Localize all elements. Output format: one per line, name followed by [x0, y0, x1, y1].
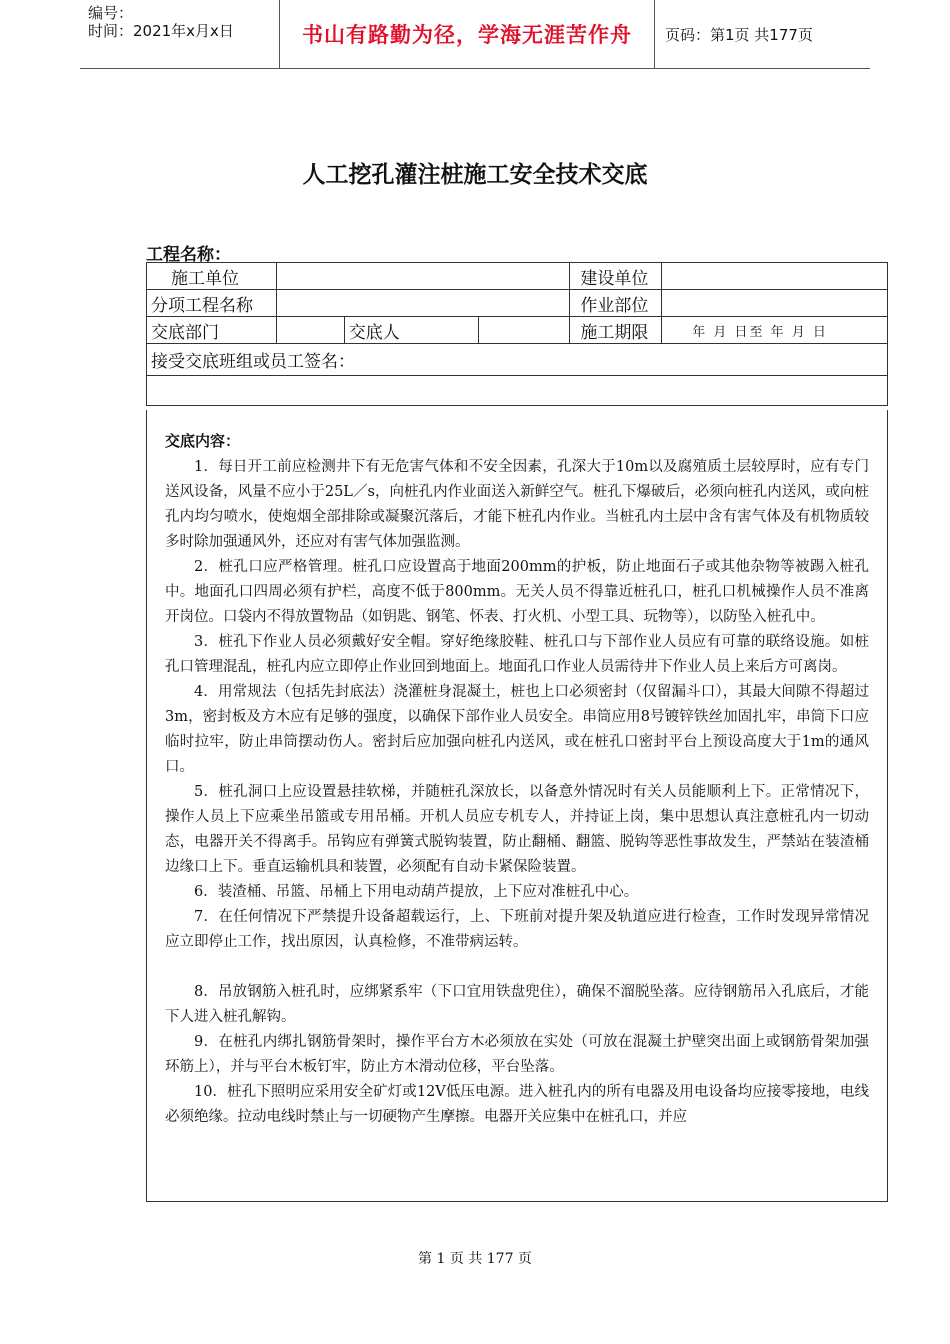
header-page-info: 页码：第1页 共177页 [665, 25, 813, 44]
table-row [147, 263, 888, 290]
content-box [146, 410, 888, 1202]
construction-unit-label: 施工单位 [147, 263, 277, 290]
time-label: 时间：2021年x月x日 [88, 22, 234, 40]
content-paragraph: 5．桩孔洞口上应设置悬挂软梯，并随桩孔深放长，以备意外情况时有关人员能顺利上下。正常情况下，操作人员上下应乘坐吊篮或专用吊桶。开机人员应专机专人，并持证上岗，集中思想认真注意桩孔内一切动态，电器开关不得离手。吊钩应有弹簧式脱钩装置，防止翻桶、翻篮、脱钩等恶性事故发生，严禁站在装渣桶边缘口上下。垂直运输机具和装置，必须配有自动卡紧保险装置。 [165, 784, 869, 875]
work-location-value[interactable] [662, 290, 888, 317]
handover-dept-label: 交底部门 [147, 317, 277, 344]
table-row [147, 344, 888, 376]
content-paragraph: 2．桩孔口应严格管理。桩孔口应设置高于地面200mm的护板，防止地面石子或其他杂物等被踢入桩孔中。地面孔口四周必须有护栏，高度不低于800mm。无关人员不得靠近桩孔口，桩孔口机械操作人员不准离开岗位。口袋内不得放置物品（如钥匙、钢笔、怀表、打火机、小型工具、玩物等），以防坠入桩孔中。 [165, 559, 869, 625]
table-row [147, 317, 888, 344]
handover-dept-value[interactable] [276, 317, 344, 344]
content-paragraph: 6．装渣桶、吊篮、吊桶上下用电动葫芦提放，上下应对准桩孔中心。 [194, 884, 639, 900]
sub-project-value[interactable] [276, 290, 570, 317]
content-paragraph: 7．在任何情况下严禁提升设备超载运行，上、下班前对提升架及轨道应进行检查，工作时发现异常情况应立即停止工作，找出原因，认真检修，不准带病运转。 [165, 909, 869, 950]
content-heading: 交底内容： [165, 432, 241, 450]
content-paragraph: 3．桩孔下作业人员必须戴好安全帽。穿好绝缘胶鞋、桩孔口与下部作业人员应有可靠的联络设施。如桩孔口管理混乱，桩孔内应立即停止作业回到地面上。地面孔口作业人员需待井下作业人员上来后方可离岗。 [165, 634, 869, 675]
table-row [147, 376, 888, 406]
work-location-label: 作业部位 [570, 290, 662, 317]
handover-person-value[interactable] [478, 317, 570, 344]
page-header [80, 0, 870, 69]
signature-value[interactable] [147, 376, 888, 406]
document-title: 人工挖孔灌注桩施工安全技术交底 [302, 162, 648, 188]
number-label: 编号： [88, 4, 134, 22]
content-paragraph: 1．每日开工前应检测井下有无危害气体和不安全因素，孔深大于10m以及腐殖质土层较厚时，应有专门送风设备，风量不应小于25L／s，向桩孔内作业面送入新鲜空气。桩孔下爆破后，必须向桩孔内送风，或向桩孔内均匀喷水，使炮烟全部排除或凝聚沉落后，才能下桩孔内作业。当桩孔内土层中含有害气体及有机物质较多时除加强通风外，还应对有害气体加强监测。 [165, 459, 869, 550]
project-name-label: 工程名称： [146, 245, 231, 265]
build-unit-value[interactable] [662, 263, 888, 290]
construction-unit-value[interactable] [276, 263, 570, 290]
period-value: 年 月 日至 年 月 日 [662, 317, 888, 344]
sub-project-label: 分项工程名称 [147, 290, 277, 317]
table-row [147, 290, 888, 317]
header-meta [80, 0, 280, 68]
page-footer: 第 1 页 共 177 页 [418, 1251, 532, 1267]
signature-label: 接受交底班组或员工签名： [147, 344, 888, 376]
content-paragraph: 10．桩孔下照明应采用安全矿灯或12V低压电源。进入桩孔内的所有电器及用电设备均应接零接地，电线必须绝缘。拉动电线时禁止与一切硬物产生摩擦。电器开关应集中在桩孔口，并应 [165, 1084, 869, 1125]
period-label: 施工期限 [570, 317, 662, 344]
build-unit-label: 建设单位 [570, 263, 662, 290]
handover-person-label: 交底人 [344, 317, 478, 344]
info-table [146, 262, 888, 406]
content-paragraph: 8．吊放钢筋入桩孔时，应绑紧系牢（下口宜用铁盘兜住），确保不溜脱坠落。应待钢筋吊入孔底后，才能下人进入桩孔解钩。 [165, 984, 869, 1025]
header-motto: 书山有路勤为径，学海无涯苦作舟 [280, 0, 655, 68]
content-paragraph: 9．在桩孔内绑扎钢筋骨架时，操作平台方木必须放在实处（可放在混凝土护壁突出面上或钢筋骨架加强环筋上），并与平台木板钉牢，防止方木滑动位移，平台坠落。 [165, 1034, 869, 1075]
content-paragraph: 4．用常规法（包括先封底法）浇灌桩身混凝土，桩也上口必须密封（仅留漏斗口），其最大间隙不得超过3m，密封板及方木应有足够的强度，以确保下部作业人员安全。串筒应用8号镀锌铁丝加固扎牢，串筒下口应临时拉牢，防止串筒摆动伤人。密封后应加强向桩孔内送风，或在桩孔口密封平台上预设高度大于1m的通风口。 [165, 684, 869, 775]
